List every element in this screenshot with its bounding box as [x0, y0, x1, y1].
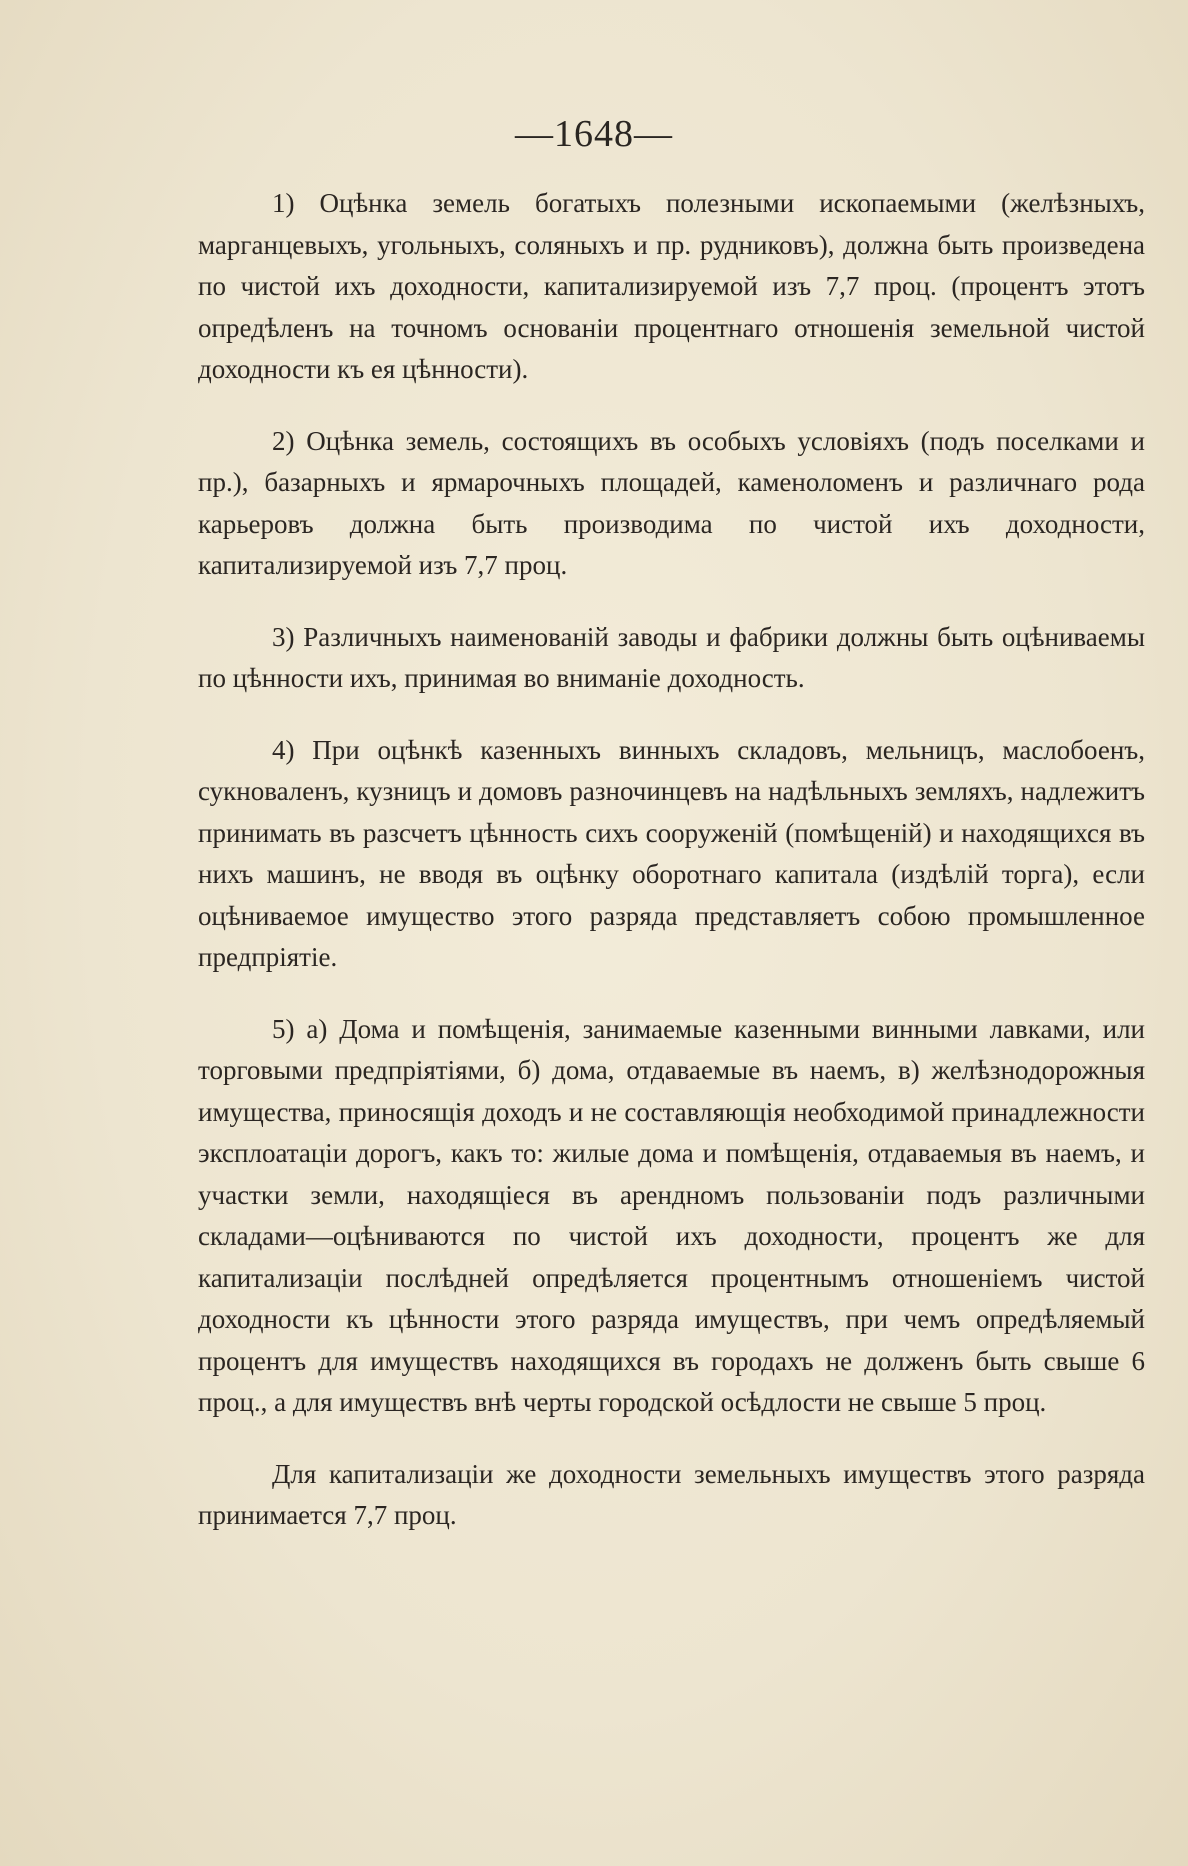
paragraph-4: 4) При оцѣнкѣ казенныхъ винныхъ складовъ, мельницъ, маслобоенъ, сукноваленъ, кузницъ и домовъ разночинцевъ на надѣльныхъ земляхъ, надлежитъ принимать въ разсчетъ цѣнность сихъ сооруженiй (помѣщенiй) и находящихся въ нихъ машинъ, не вводя въ оцѣнку оборотнаго капитала (издѣлiй торга), если оцѣниваемое имущество этого разряда представляетъ собою промышленное предпрiятiе. — [198, 734, 1145, 972]
paragraph-2: 2) Оцѣнка земель, состоящихъ въ особыхъ условiяхъ (подъ поселками и пр.), базарныхъ и ярмарочныхъ площадей, каменоломенъ и различнаго рода карьеровъ должна быть производима по чистой ихъ доходности, капитализируемой изъ 7,7 проц. — [198, 425, 1145, 580]
paragraph-1: 1) Оцѣнка земель богатыхъ полезными ископаемыми (желѣзныхъ, марганцевыхъ, угольныхъ, соляныхъ и пр. рудниковъ), должна быть произведена по чистой ихъ доходности, капитализируемой изъ 7,7 проц. (процентъ этотъ опредѣленъ на точномъ основанiи процентнаго отношенiя земельной чистой доходности къ ея цѣнности). — [198, 188, 1145, 384]
paragraph-5: 5) а) Дома и помѣщенiя, занимаемые казенными винными лавками, или торговыми предпрiятiями, б) дома, отдаваемые въ наемъ, в) желѣзнодорожныя имущества, приносящiя доходъ и не составляющiя необходимой принадлежности эксплоатацiи дорогъ, какъ то: жилые дома и помѣщенiя, отдаваемыя въ наемъ, и участки земли, находящiеся въ арендномъ пользованiи подъ различными складами—оцѣниваются по чистой ихъ доходности, процентъ же для капитализацiи послѣдней опредѣляется процентнымъ отношенiемъ чистой доходности къ цѣнности этого разряда имуществъ, при чемъ опредѣляемый процентъ для имуществъ находящихся въ городахъ не долженъ быть свыше 6 проц., а для имуществъ внѣ черты городской осѣдлости не свыше 5 проц. — [198, 1013, 1145, 1417]
paragraph-6: Для капитализацiи же доходности земельныхъ имуществъ этого разряда принимается 7,7 проц. — [198, 1458, 1145, 1530]
paragraph-3: 3) Различныхъ наименованiй заводы и фабрики должны быть оцѣниваемы по цѣнности ихъ, принимая во вниманiе доходность. — [198, 621, 1145, 693]
page-number: —1648— — [515, 113, 673, 155]
body-text — [198, 183, 1145, 1537]
